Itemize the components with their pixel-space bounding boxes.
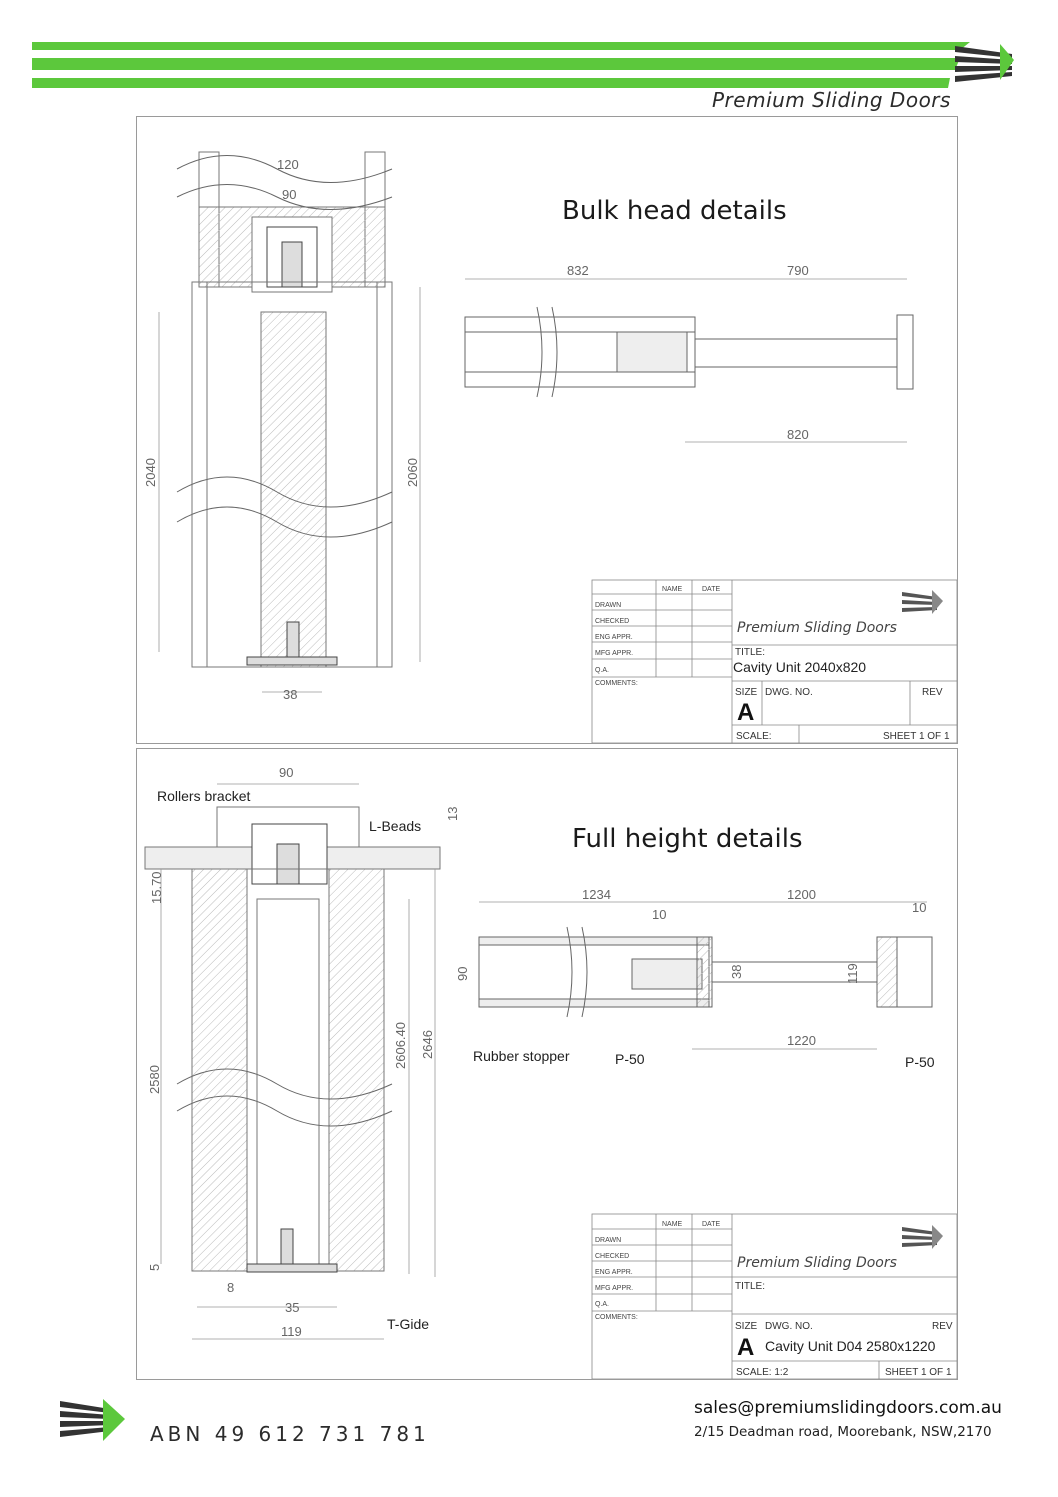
dim-plan-119: 119 [845,963,860,984]
dim-plan-10a: 10 [652,907,667,922]
dim-height-mid: 2606.40 [393,1022,408,1069]
dim-plan-right: 790 [787,263,809,278]
tb2-scale-label: SCALE: 1:2 [736,1367,789,1378]
tb1-dwg-label: DWG. NO. [765,687,813,698]
tb1-row: Q.A. [595,667,610,674]
tb2-row: Q.A. [595,1301,610,1308]
tb1-row: ENG APPR. [595,634,633,641]
label-rollers-bracket: Rollers bracket [157,788,251,804]
full-height-plan-view [479,927,932,1017]
dim-bottom-35: 35 [285,1300,300,1315]
tb1-row: CHECKED [595,618,630,625]
dim-height-left: 2040 [143,458,158,487]
tb1-scale-label: SCALE: [736,731,772,742]
tb1-title-label: TITLE: [735,647,766,658]
dim-height-right: 2060 [405,458,420,487]
dim-plan-left: 832 [567,263,589,278]
tb1-brand: Premium Sliding Doors [737,620,897,636]
tb1-col-date: DATE [702,586,721,593]
dim-plan-right: 1200 [787,887,816,902]
tb1-col-name: NAME [662,586,683,593]
tb2-title-label: TITLE: [735,1281,766,1292]
dim-bottom-small: 5 [147,1263,162,1271]
tb2-size-value: A [737,1334,755,1361]
bulkhead-heading: Bulk head details [562,196,787,226]
bulkhead-drawing [137,117,957,743]
brand-logo-icon [955,44,1014,82]
tb1-title-value: Cavity Unit 2040x820 [733,659,867,675]
label-p50-left: P-50 [615,1051,645,1067]
tb2-sheet-label: SHEET 1 OF 1 [885,1367,952,1378]
full-height-drawing-sheet [136,748,958,1380]
dim-bottom: 38 [283,687,298,702]
dim-top-right: 13 [445,806,460,821]
dim-height-right: 2646 [420,1030,435,1059]
label-p50-right: P-50 [905,1054,935,1070]
tb1-size-label: SIZE [735,687,758,698]
tb2-size-label: SIZE [735,1321,758,1332]
header-brand-name: Premium Sliding Doors [712,88,951,112]
tb1-rev-label: REV [922,687,943,698]
tb2-row: COMMENTS: [595,1314,638,1321]
dim-left-small: 15.70 [149,871,164,904]
label-t-gide: T-Gide [387,1316,430,1332]
dim-plan-10b: 10 [912,900,927,915]
dim-plan-38: 38 [729,964,744,979]
dim-plan-left: 1234 [582,887,611,902]
label-rubber-stopper: Rubber stopper [473,1048,570,1064]
tb1-logo-icon [902,590,943,614]
bulkhead-plan-view [465,307,913,397]
dim-width-total: 120 [277,157,299,172]
footer-email[interactable]: sales@premiumslidingdoors.com.au [694,1398,1002,1418]
label-l-beads: L-Beads [369,818,422,834]
tb1-row: DRAWN [595,602,622,609]
tb2-logo-icon [902,1225,943,1249]
tb2-dwg-value: Cavity Unit D04 2580x1220 [765,1338,936,1354]
footer-logo-icon [55,1395,130,1445]
footer-abn: ABN 49 612 731 781 [150,1422,430,1446]
dim-top-width: 90 [279,765,294,780]
tb1-row: MFG APPR. [595,650,634,657]
full-height-drawing [137,749,957,1379]
dim-bottom-8: 8 [227,1280,235,1295]
tb1-row: COMMENTS: [595,680,638,687]
dim-bottom-119: 119 [281,1324,302,1339]
bulkhead-drawing-sheet [136,116,958,744]
tb2-rev-label: REV [932,1321,953,1332]
full-height-heading: Full height details [572,824,803,854]
dim-width-inner: 90 [282,187,297,202]
dim-plan-bottom: 820 [787,427,809,442]
tb2-row: DRAWN [595,1237,622,1244]
tb2-col-name: NAME [662,1221,683,1228]
tb2-dwg-label: DWG. NO. [765,1321,813,1332]
tb2-row: MFG APPR. [595,1285,634,1292]
tb2-row: CHECKED [595,1253,630,1260]
tb2-row: ENG APPR. [595,1269,633,1276]
dim-height-left: 2580 [147,1065,162,1094]
tb2-col-date: DATE [702,1221,721,1228]
tb1-sheet-label: SHEET 1 OF 1 [883,731,950,742]
dim-plan-bottom: 1220 [787,1033,816,1048]
bulkhead-section [177,152,392,667]
tb1-size-value: A [737,699,755,726]
footer-address: 2/15 Deadman road, Moorebank, NSW,2170 [694,1424,992,1440]
tb2-brand: Premium Sliding Doors [737,1255,897,1271]
dim-plan-90: 90 [455,966,470,981]
